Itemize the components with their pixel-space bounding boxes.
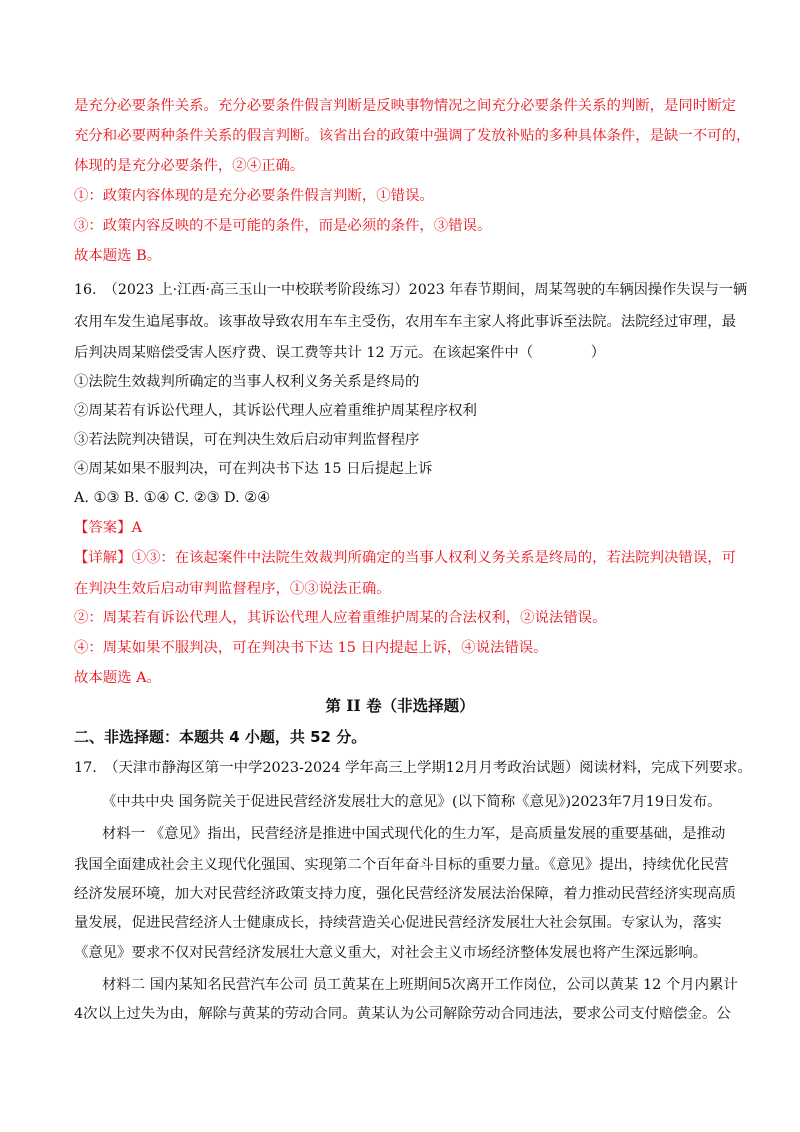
material-intro: 《中共中央 国务院关于促进民营经济发展壮大的意见》(以下简称《意见》)2023年7月19日发布。 xyxy=(102,794,722,810)
material-two-line-1: 材料二 国内某知名民营汽车公司 员工黄某在上班期间5次离开工作岗位，公司以黄某 12 个月内累计 xyxy=(102,977,738,993)
explanation-line-2: 充分和必要两种条件关系的假言判断。该省出台的政策中强调了发放补贴的多种具体条件，是缺一不可的， xyxy=(74,128,751,144)
detail-tag: 【详解】 xyxy=(74,550,132,566)
section-title: 第 II 卷（非选择题） xyxy=(325,696,475,715)
question-16-statement-4: ④周某如果不服判决，可在判决书下达 15 日后提起上诉 xyxy=(74,461,433,477)
detail-line-3: ②：周某若有诉讼代理人，其诉讼代理人应着重维护周某的合法权利，②说法错误。 xyxy=(74,610,607,626)
question-16-stem-2: 农用车发生追尾事故。该事故导致农用车车主受伤，农用车车主家人将此事诉至法院。法院经过审理，最 xyxy=(74,314,736,330)
material-one-line-3: 经济发展环境，加大对民营经济政策支持力度，强化民营经济发展法治保障，着力推动民营经济实现高质 xyxy=(74,886,736,902)
question-16-statement-1: ①法院生效裁判所确定的当事人权利义务关系是终局的 xyxy=(74,374,420,390)
material-one-line-5: 《意见》要求不仅对民营经济发展壮大意义重大，对社会主义市场经济整体发展也将产生深远影响。 xyxy=(74,945,708,961)
answer-line: 【答案】A xyxy=(74,520,142,536)
material-one-line-2: 我国全面建成社会主义现代化强国、实现第二个百年奋斗目标的重要力量。《意见》提出，持续优化民营 xyxy=(74,857,729,873)
material-two-line-2: 4次以上过失为由，解除与黄某的劳动合同。黄某认为公司解除劳动合同违法，要求公司支付赔偿金。公 xyxy=(74,1006,731,1022)
explanation-line-4: ①：政策内容体现的是充分必要条件假言判断，①错误。 xyxy=(74,188,434,204)
detail-text: ①③：在该起案件中法院生效裁判所确定的当事人权利义务关系是终局的，若法院判决错误，可 xyxy=(131,550,736,566)
detail-line-2: 在判决生效后启动审判监督程序，①③说法正确。 xyxy=(74,581,391,597)
explanation-line-3: 体现的是充分必要条件，②④正确。 xyxy=(74,158,305,174)
material-one-line-1: 材料一 《意见》指出，民营经济是推进中国式现代化的生力军，是高质量发展的重要基础，是推动 xyxy=(102,826,726,842)
question-16-options: A. ①③ B. ①④ C. ②③ D. ②④ xyxy=(74,490,271,506)
question-17-stem: 17. （天津市静海区第一中学2023-2024 学年高三上学期12月月考政治试题）阅读材料，完成下列要求。 xyxy=(74,760,752,776)
question-16-stem-3: 后判决周某赔偿受害人医疗费、误工费等共计 12 万元。在该起案件中（ ） xyxy=(74,345,606,361)
detail-line-1 xyxy=(74,548,736,568)
explanation-conclusion: 故本题选 B。 xyxy=(74,248,162,264)
part-two-heading: 二、非选择题：本题共 4 小题，共 52 分。 xyxy=(74,728,367,746)
explanation-line-5: ③：政策内容反映的不是可能的条件，而是必须的条件，③错误。 xyxy=(74,218,492,234)
question-16-statement-3: ③若法院判决错误，可在判决生效后启动审判监督程序 xyxy=(74,432,420,448)
question-16-statement-2: ②周某若有诉讼代理人，其诉讼代理人应着重维护周某程序权利 xyxy=(74,403,477,419)
explanation-line-1: 是充分必要条件关系。充分必要条件假言判断是反映事物情况之间充分必要条件关系的判断，是同时断定 xyxy=(74,98,736,114)
question-16-stem-1: 16. （2023 上·江西·高三玉山一中校联考阶段练习）2023 年春节期间，周某驾驶的车辆因操作失误与一辆 xyxy=(74,282,748,298)
material-one-line-4: 量发展，促进民营经济人士健康成长，持续营造关心促进民营经济发展壮大社会氛围。专家认为，落实 xyxy=(74,915,722,931)
detail-conclusion: 故本题选 A。 xyxy=(74,670,161,686)
detail-line-4: ④：周某如果不服判决，可在判决书下达 15 日内提起上诉，④说法错误。 xyxy=(74,640,548,656)
